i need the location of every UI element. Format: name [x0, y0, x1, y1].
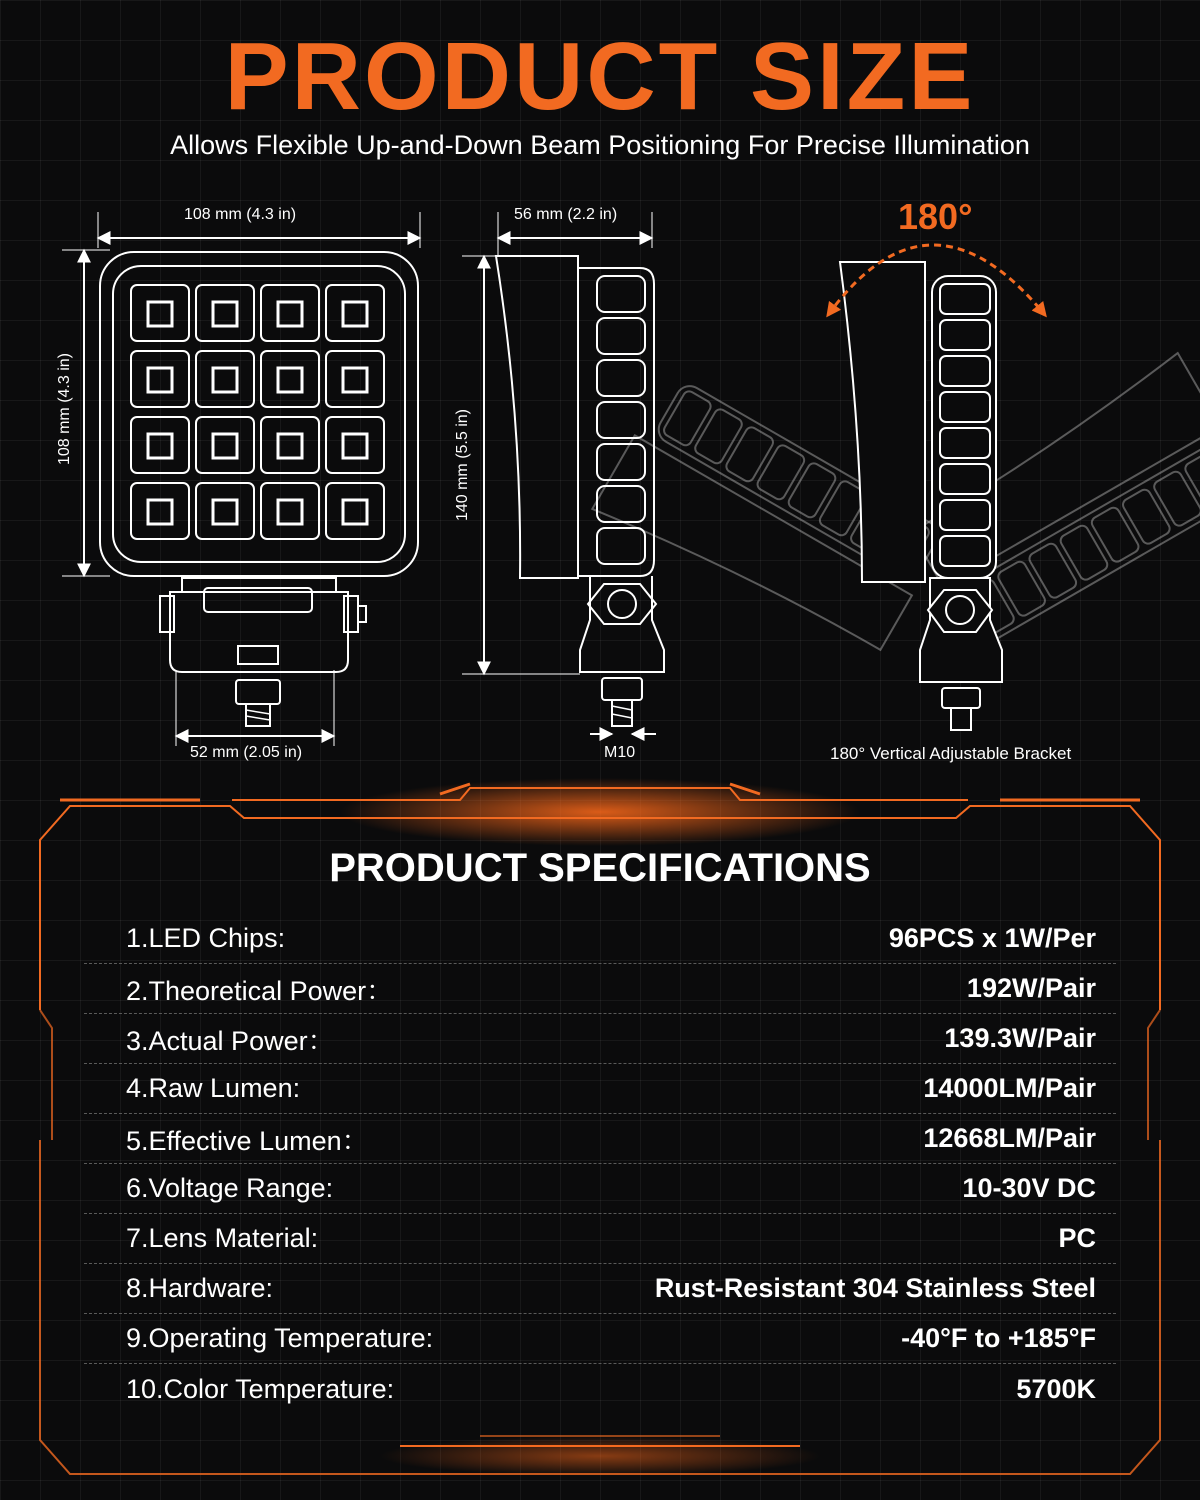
- front-width-label: 108 mm (4.3 in): [184, 206, 297, 223]
- page-subtitle: Allows Flexible Up-and-Down Beam Positioning For Precise Illumination: [170, 130, 1030, 160]
- spec-row: [84, 1214, 1116, 1264]
- spec-row: [84, 1164, 1116, 1214]
- page-title: PRODUCT SIZE: [224, 23, 976, 130]
- front-height-label: 108 mm (4.3 in): [56, 352, 73, 466]
- spec-row: [84, 1114, 1116, 1164]
- spec-value: 5700K: [1016, 1373, 1096, 1404]
- spec-label: 6.Voltage Range:: [126, 1173, 334, 1203]
- spec-label: 8.Hardware:: [126, 1273, 274, 1303]
- spec-value: Rust-Resistant 304 Stainless Steel: [654, 1273, 1096, 1303]
- spec-row: [84, 1314, 1116, 1364]
- rotation-caption: 180° Vertical Adjustable Bracket: [830, 744, 1072, 763]
- spec-value: 192W/Pair: [966, 973, 1096, 1003]
- spec-label: 10.Color Temperature:: [126, 1373, 395, 1404]
- spec-label: 4.Raw Lumen:: [126, 1073, 301, 1103]
- bracket-width-label: 52 mm (2.05 in): [190, 744, 303, 761]
- spec-row: [84, 964, 1116, 1014]
- bolt-size-label: M10: [604, 744, 636, 761]
- spec-value: PC: [1058, 1223, 1096, 1253]
- spec-row: [84, 1264, 1116, 1314]
- spec-row: [84, 914, 1116, 964]
- spec-label: 3.Actual Power：: [126, 1026, 335, 1056]
- specs-table: [84, 914, 1116, 1414]
- spec-value: 14000LM/Pair: [923, 1073, 1096, 1103]
- spec-label: 2.Theoretical Power：: [126, 976, 394, 1006]
- spec-value: 10-30V DC: [962, 1173, 1096, 1203]
- rotation-angle-label: 180°: [898, 196, 973, 237]
- spec-value: -40°F to +185°F: [901, 1323, 1096, 1353]
- spec-value: 139.3W/Pair: [944, 1023, 1096, 1053]
- rotation-view: [592, 245, 1200, 730]
- spec-value: 12668LM/Pair: [923, 1123, 1096, 1153]
- side-height-label: 140 mm (5.5 in): [454, 408, 471, 522]
- side-view: [462, 212, 664, 734]
- spec-value: 96PCS x 1W/Per: [888, 923, 1096, 953]
- spec-row: [84, 1364, 1116, 1414]
- front-view: [62, 212, 420, 746]
- side-depth-label: 56 mm (2.2 in): [514, 206, 618, 223]
- spec-label: 7.Lens Material:: [126, 1223, 319, 1253]
- specs-title: PRODUCT SPECIFICATIONS: [329, 846, 871, 890]
- spec-label: 5.Effective Lumen：: [126, 1126, 369, 1156]
- spec-row: [84, 1064, 1116, 1114]
- spec-label: 9.Operating Temperature:: [126, 1323, 434, 1353]
- spec-row: [84, 1014, 1116, 1064]
- spec-label: 1.LED Chips:: [126, 923, 286, 953]
